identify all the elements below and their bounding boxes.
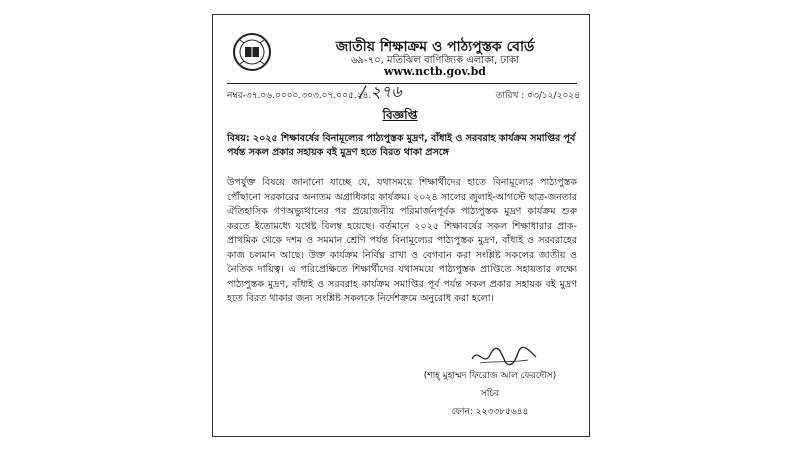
signer-name: (শাহ্ মুহাম্মদ ফিরোজ আল ফেরদৌস) [423,371,557,381]
memo-date: তারিখ : ০৩/১২/২০২৪ [495,91,580,101]
memo-number: নম্বর-৩৭.০৬.০০০০.৩০৩.০৭.০০৫.২৪. [227,91,372,101]
org-address: ৬৯-৭০, মতিঝিল বাণিজ্যিক এলাকা, ঢাকা [351,55,519,66]
notice-subject [227,132,577,160]
signature-image [470,345,540,367]
org-name: জাতীয় শিক্ষাক্রম ও পাঠ্যপুস্তক বোর্ড [335,39,535,55]
nctb-logo-icon [232,32,272,72]
org-website: www.nctb.gov.bd [384,65,486,78]
signer-phone: ফোন: ২২৩৩৮৫৬৪৪ [451,407,529,417]
notice-heading: বিজ্ঞপ্তি [382,108,418,122]
subject-text: ২০২৫ শিক্ষাবর্ষের বিনামূল্যের পাঠ্যপুস্তক মুদ্রণ, বাঁধাই ও সরবরাহ কার্যক্রম সমাপ্তির পূর্ব পর্যন্ত সকল প্রকার সহায়ক বই মুদ্রণ হতে বিরত থাকা প্রসঙ্গে [227,133,576,158]
notice-body: উপর্যুক্ত বিষয়ে জানানো যাচ্ছে যে, যথাসময়ে শিক্ষার্থীদের হাতে বিনামূল্যের পাঠ্যপুস্তক পৌঁছানো সরকারের অন্যতম অগ্রাধিকার কার্যক্রম। ২০২৪ সালের জুলাই-আগস্টে ছাত্র-জনতার ঐতিহাসিক গণঅভ্যুত্থানের পর প্রয়োজনীয় পরিমার্জনপূর্বক পাঠ্যপুস্তক মুদ্রণ কার্যক্রম শুরু করতে ইতোমধ্যে যথেষ্ট বিলম্ব হয়েছে। বর্তমানে ২০২৫ শিক্ষাবর্ষের সকল শিক্ষাধারার প্রাক-প্রাথমিক থেকে দশম ও সমমান শ্রেণি পর্যন্ত বিনামূল্যের পাঠ্যপুস্তক মুদ্রণ, বাঁধাই ও সরবরাহের কাজ চলমান আছে। উক্ত কার্যক্রম নির্বিঘ্ন রাখা ও বেগবান করা সংশ্লিষ্ট সকলের জাতীয় ও নৈতিক দায়িত্ব। এ পরিপ্রেক্ষিতে শিক্ষার্থীদের যথাসময়ে পাঠ্যপুস্তক প্রাপ্তিতে সহায়তার লক্ষ্যে পাঠ্যপুস্তক মুদ্রণ, বাঁধাই ও সরবরাহ কার্যক্রম সমাপ্তির পূর্ব পর্যন্ত সকল প্রকার সহায়ক বই মুদ্রণ হতে বিরত থাকার জন্য সংশ্লিষ্ট সকলকে নির্দেশক্রমে অনুরোধ করা হলো। [227,177,577,304]
subject-label: বিষয়: [227,133,250,144]
memo-handwritten-number: / ২৭৬ [360,82,402,101]
signer-title: সচিব [480,389,500,399]
header-divider [227,83,577,84]
